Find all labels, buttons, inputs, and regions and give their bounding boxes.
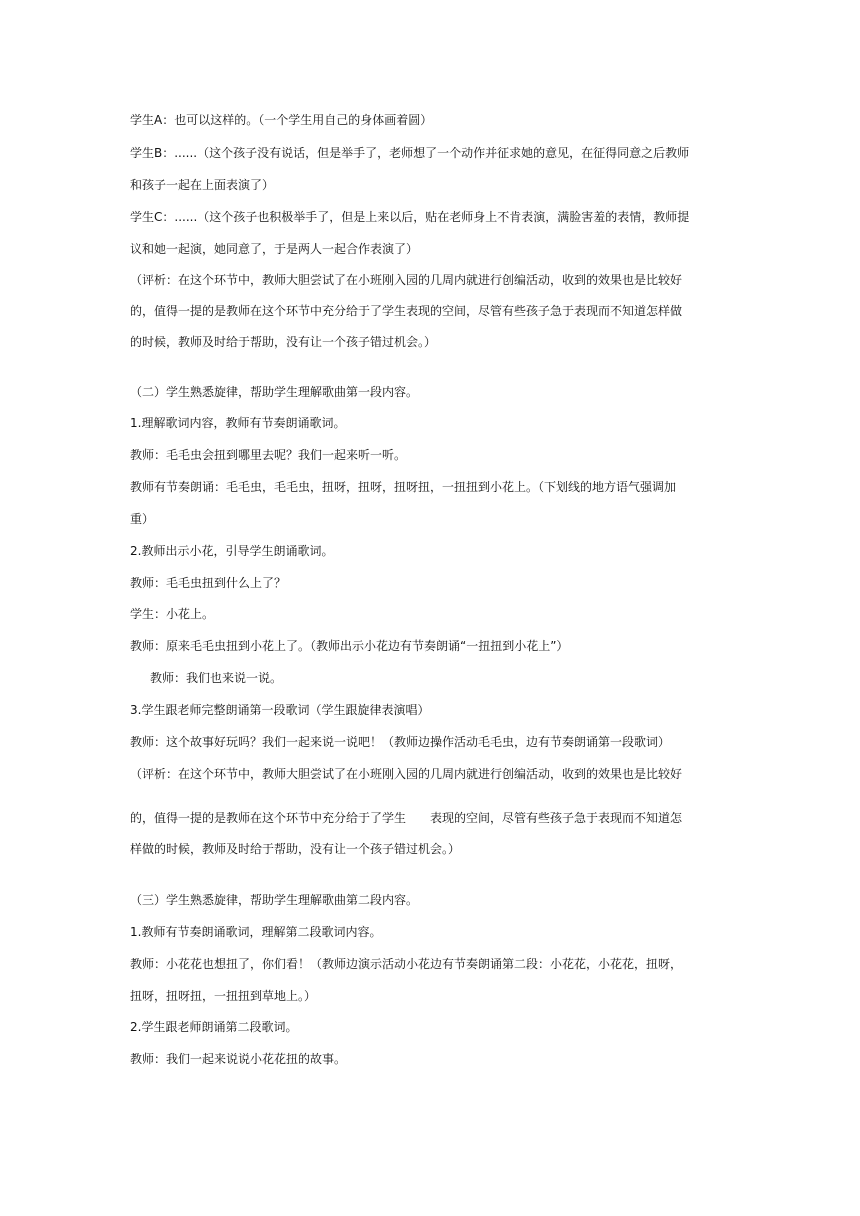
text-line: 教师：这个故事好玩吗？我们一起来说一说吧！（教师边操作活动毛毛虫，边有节奏朗诵第一段歌词） [130, 735, 671, 749]
section-heading: （三）学生熟悉旋律，帮助学生理解歌曲第二段内容。 [130, 893, 419, 907]
text-line: （评析：在这个环节中，教师大胆尝试了在小班刚入园的几周内就进行创编活动，收到的效果也是比较好 [130, 273, 683, 287]
text-line: 学生B：......（这个孩子没有说话，但是举手了，老师想了一个动作并征求她的意见，在征得同意之后教师 [130, 146, 690, 160]
text-line: 学生C：......（这个孩子也积极举手了，但是上来以后，贴在老师身上不肯表演，满脸害羞的表情，教师提 [130, 210, 690, 224]
section-heading: （二）学生熟悉旋律，帮助学生理解歌曲第一段内容。 [130, 385, 419, 399]
text-line: 教师：毛毛虫扭到什么上了？ [130, 576, 287, 590]
text-line: 教师：小花花也想扭了，你们看！（教师边演示活动小花边有节奏朗诵第二段：小花花，小花花，扭呀， [130, 957, 683, 971]
text-line: 的，值得一提的是教师在这个环节中充分给于了学生 表现的空间，尽管有些孩子急于表现而不知道怎 [130, 811, 683, 825]
text-line: 3.学生跟老师完整朗诵第一段歌词（学生跟旋律表演唱） [130, 703, 430, 717]
text-line: 样做的时候，教师及时给于帮助，没有让一个孩子错过机会。） [130, 842, 461, 856]
text-line: 教师：我们一起来说说小花花扭的故事。 [130, 1052, 347, 1066]
text-line: 1.教师有节奏朗诵歌词，理解第二段歌词内容。 [130, 925, 382, 939]
text-line: 和孩子一起在上面表演了） [130, 178, 275, 192]
text-line: 教师：原来毛毛虫扭到小花上了。（教师出示小花边有节奏朗诵“一扭扭到小花上”） [130, 639, 569, 653]
text-line: 1.理解歌词内容，教师有节奏朗诵歌词。 [130, 416, 346, 430]
text-line: 2.学生跟老师朗诵第二段歌词。 [130, 1020, 298, 1034]
text-line: 学生A：也可以这样的。（一个学生用自己的身体画着圆） [130, 113, 433, 127]
text-line: 的，值得一提的是教师在这个环节中充分给于了学生表现的空间，尽管有些孩子急于表现而不知道怎样做 [130, 304, 683, 318]
text-line: （评析：在这个环节中，教师大胆尝试了在小班刚入园的几周内就进行创编活动，收到的效果也是比较好 [130, 767, 683, 781]
text-line: 议和她一起演，她同意了，于是两人一起合作表演了） [130, 242, 419, 256]
text-line: 2.教师出示小花，引导学生朗诵歌词。 [130, 544, 334, 558]
text-line: 的时候，教师及时给于帮助，没有让一个孩子错过机会。） [130, 335, 437, 349]
text-line: 教师有节奏朗诵：毛毛虫，毛毛虫，扭呀，扭呀，扭呀扭，一扭扭到小花上。（下划线的地方语气强调加 [130, 480, 677, 494]
text-line: 教师：毛毛虫会扭到哪里去呢？我们一起来听一听。 [130, 448, 407, 462]
text-line: 教师：我们也来说一说。 [150, 671, 283, 685]
text-line: 扭呀，扭呀扭，一扭扭到草地上。） [130, 989, 317, 1003]
text-line: 重） [130, 512, 155, 526]
text-line: 学生：小花上。 [130, 607, 215, 621]
